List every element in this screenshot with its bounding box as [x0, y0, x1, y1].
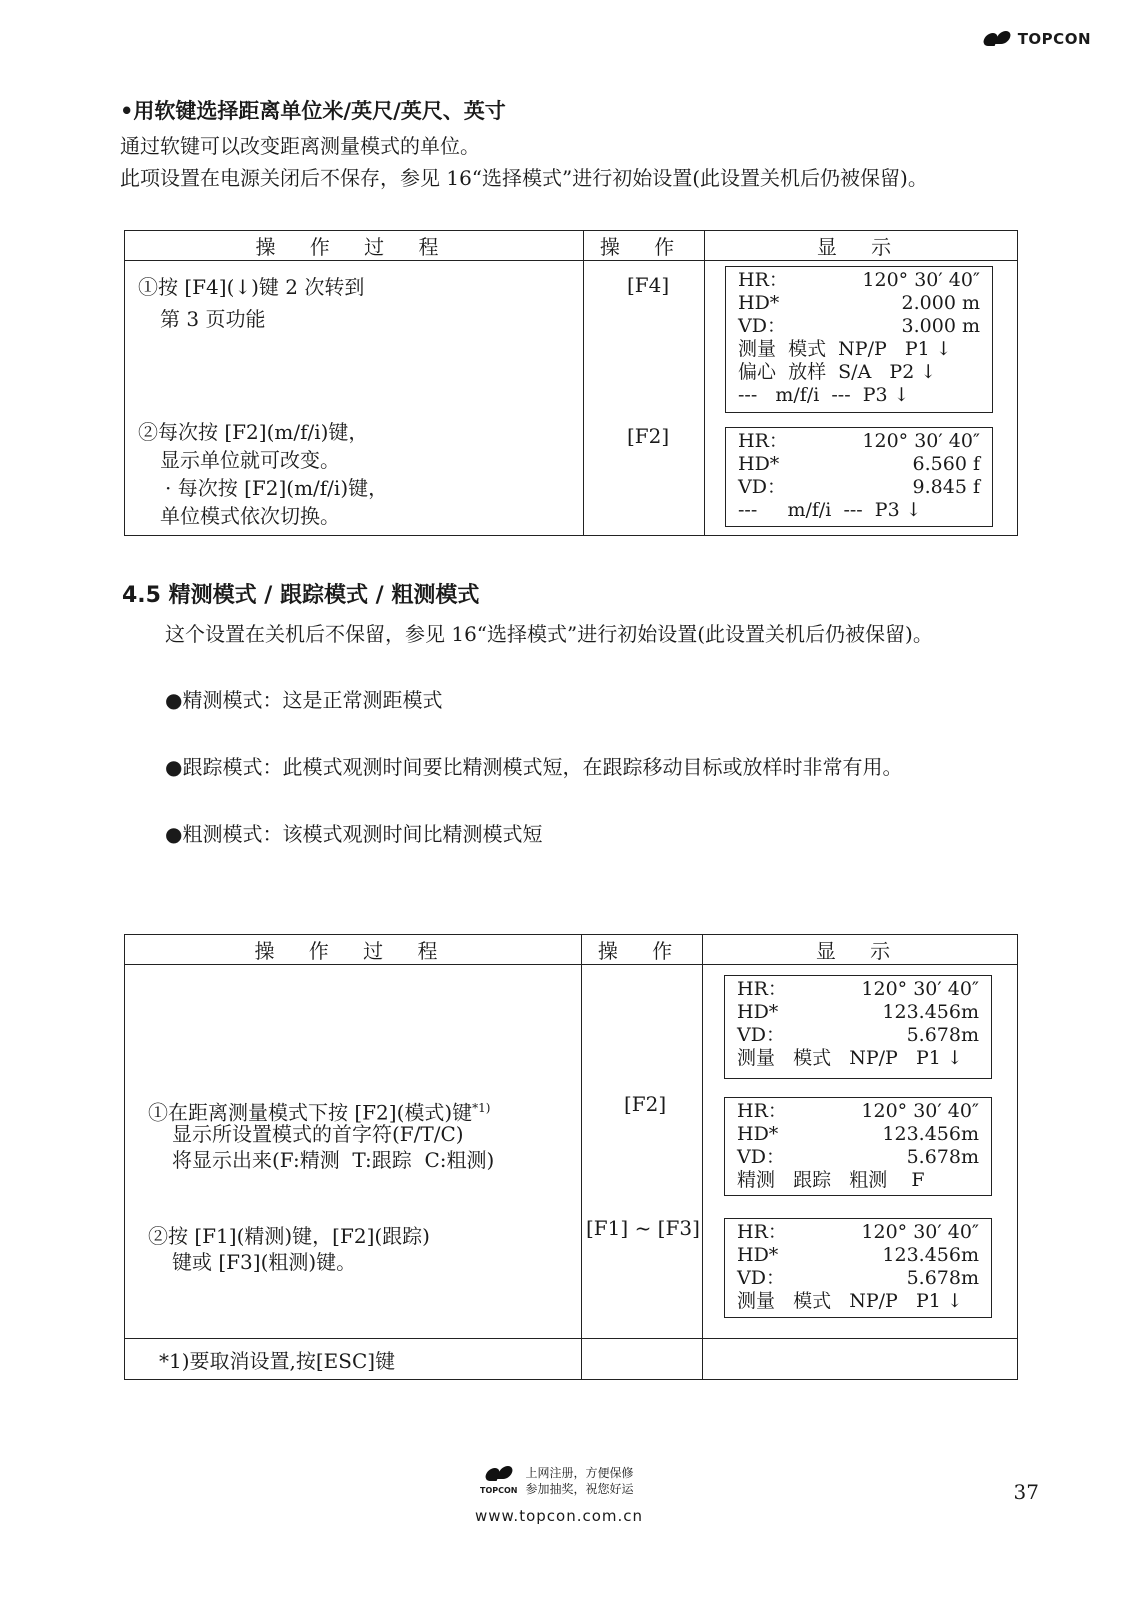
header-procedure: 操 作 过 程 — [125, 231, 584, 261]
header-display: 显 示 — [703, 935, 1018, 965]
step-2-line3: · 每次按 [F2](m/f/i)键， — [165, 476, 389, 500]
topcon-logo — [982, 30, 1091, 48]
lcd-display: HR： 120° 30′ 40″ HD* 123.456m VD： 5.678m 测量 模式 NP/P P1 ↓ — [724, 1218, 992, 1318]
softkey-row: 测量 模式 NP/P P1 ↓ — [737, 1290, 963, 1312]
header-procedure: 操 作 过 程 — [125, 935, 582, 965]
promo-line-2: 参加抽奖，祝您好运 — [525, 1482, 634, 1496]
key-f1-f3: [F1] ~ [F3] — [586, 1216, 700, 1240]
bullet-coarse-mode: ●粗测模式：该模式观测时间比精测模式短 — [165, 822, 543, 846]
key-f2: [F2] — [627, 424, 670, 448]
key-f2: [F2] — [624, 1092, 667, 1116]
step-2-line4: 单位模式依次切换。 — [160, 504, 340, 528]
softkey-row-p2: 偏心 放样 S/A P2 ↓ — [738, 361, 937, 383]
lcd-display: HR： 120° 30′ 40″ HD* 123.456m VD： 5.678m 精测 跟踪 粗测 F — [724, 1097, 992, 1196]
paragraph: 此项设置在电源关闭后不保存，参见 16“选择模式”进行初始设置(此设置关机后仍被保留)。 — [120, 166, 928, 190]
step-2-line2: 键或 [F3](粗测)键。 — [172, 1250, 357, 1274]
softkey-row-p3: --- m/f/i --- P3 ↓ — [738, 384, 910, 406]
softkey-row-p1: 测量 模式 NP/P P1 ↓ — [738, 338, 952, 360]
lcd-display: HR： 120° 30′ 40″ HD* 2.000 m VD： 3.000 m 测量 模式 NP/P P1 ↓ 偏心 放样 S/A P2 ↓ --- m/f/i --- P3 ↓ — [725, 266, 993, 413]
bullet-fine-mode: ●精测模式：这是正常测距模式 — [165, 688, 443, 712]
website-link[interactable]: www.topcon.com.cn — [475, 1507, 644, 1525]
step-2-line2: 显示单位就可改变。 — [160, 448, 340, 472]
header-display: 显 示 — [705, 231, 1018, 261]
step-2-line1: ②按 [F1](精测)键，[F2](跟踪) — [148, 1224, 430, 1248]
softkey-row: 测量 模式 NP/P P1 ↓ — [737, 1047, 963, 1069]
softkey-row: 精测 跟踪 粗测 F — [737, 1169, 925, 1191]
header-operation: 操 作 — [584, 231, 705, 261]
paragraph: 这个设置在关机后不保留，参见 16“选择模式”进行初始设置(此设置关机后仍被保留)。 — [165, 622, 933, 646]
bullet-tracking-mode: ●跟踪模式：此模式观测时间要比精测模式短，在跟踪移动目标或放样时非常有用。 — [165, 755, 903, 779]
footer-promo — [480, 1465, 634, 1499]
key-f4: [F4] — [627, 273, 670, 297]
topcon-mark-icon — [484, 1465, 514, 1483]
table-note: *1)要取消设置,按[ESC]键 — [159, 1349, 396, 1373]
page-number: 37 — [1013, 1480, 1039, 1504]
lcd-display: HR： 120° 30′ 40″ HD* 6.560 f VD： 9.845 f --- m/f/i --- P3 ↓ — [725, 427, 993, 527]
paragraph: 通过软键可以改变距离测量模式的单位。 — [120, 134, 480, 158]
step-1-line2: 第 3 页功能 — [160, 307, 266, 331]
step-1-line1: ①按 [F4](↓)键 2 次转到 — [138, 275, 365, 299]
step-1-line1: ①在距离测量模式下按 [F2](模式)键$^{*1)}$ — [148, 1100, 491, 1125]
step-1-line3: 将显示出来(F:精测 T:跟踪 C:粗测) — [172, 1148, 495, 1172]
brand-name: TOPCON — [1017, 30, 1091, 48]
promo-line-1: 上网注册，方便保修 — [525, 1466, 634, 1480]
step-1-line2: 显示所设置模式的首字符(F/T/C) — [172, 1122, 464, 1146]
header-operation: 操 作 — [582, 935, 703, 965]
softkey-row: --- m/f/i --- P3 ↓ — [738, 499, 922, 521]
topcon-mark-icon — [982, 30, 1012, 48]
lcd-display: HR： 120° 30′ 40″ HD* 123.456m VD： 5.678m 测量 模式 NP/P P1 ↓ — [724, 975, 992, 1079]
footer-logo: TOPCON — [480, 1465, 518, 1499]
section-heading-units: •用软键选择距离单位米/英尺/英尺、英寸 — [120, 99, 506, 123]
section-title-measure-modes: 4.5 精测模式 / 跟踪模式 / 粗测模式 — [122, 583, 480, 608]
step-2-line1: ②每次按 [F2](m/f/i)键， — [138, 420, 369, 444]
